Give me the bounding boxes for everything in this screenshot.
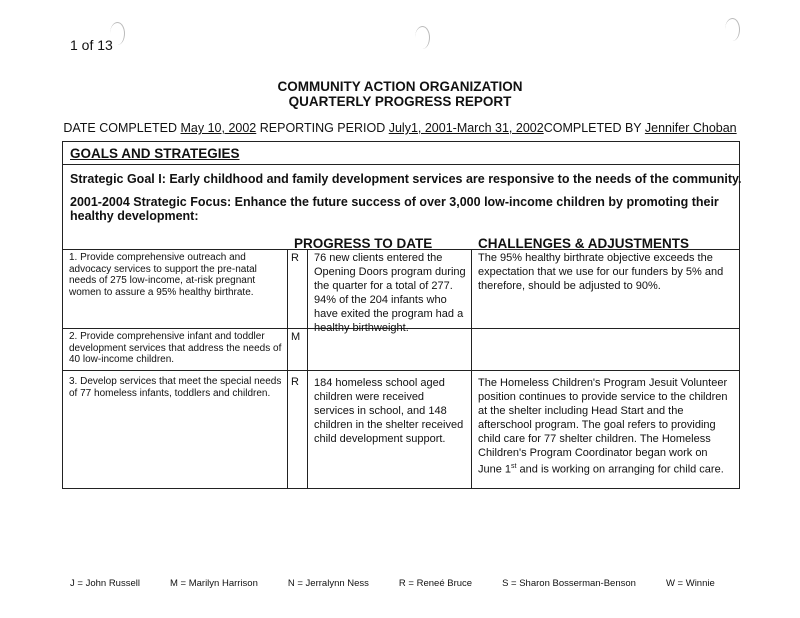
date-value: May 10, 2002: [180, 121, 257, 135]
progress-cell: 184 homeless school aged children were received services in school, and 148 children in the shelter received child development support.: [314, 377, 464, 445]
section-title: GOALS AND STRATEGIES: [70, 146, 240, 161]
section-divider: [62, 164, 740, 165]
challenges-text: and is working on arranging for child care.: [516, 463, 724, 476]
date-label: DATE COMPLETED: [63, 121, 178, 135]
org-title: COMMUNITY ACTION ORGANIZATION: [277, 79, 523, 94]
column-divider: [307, 249, 308, 489]
column-divider: [471, 249, 472, 489]
completed-by-value: Jennifer Choban: [644, 121, 737, 135]
legend-item: J = John Russell: [70, 578, 140, 589]
legend-item: S = Sharon Bosserman-Benson: [502, 578, 636, 589]
report-meta: [0, 121, 800, 135]
legend-item: R = Reneé Bruce: [398, 578, 473, 589]
goal-cell: 2. Provide comprehensive infant and toddler development services that address the needs of 40 low-income children.: [69, 331, 282, 365]
page-number: 1 of 13: [70, 37, 113, 53]
column-divider: [287, 249, 288, 489]
progress-cell: 76 new clients entered the Opening Doors program during the quarter for a total of 277. 94% of the 204 infants who have exited the program had a healthy birthweight.: [314, 252, 466, 334]
legend-item: W = Winnie: [665, 578, 715, 589]
progress-column-header: PROGRESS TO DATE: [294, 236, 433, 251]
challenges-cell: The 95% healthy birthrate objective exceeds the expectation that we use for our funders by 5% and therefore, should be adjusted to 90%.: [478, 252, 724, 292]
scan-mark: [725, 18, 740, 41]
strategic-focus: 2001-2004 Strategic Focus: Enhance the future success of over 3,000 low-income children by promoting their healthy development:: [70, 195, 719, 223]
challenges-column-header: CHALLENGES & ADJUSTMENTS: [478, 236, 690, 251]
legend-item: M = Marilyn Harrison: [169, 578, 258, 589]
period-label: REPORTING PERIOD: [259, 121, 386, 135]
staff-legend: [70, 578, 715, 589]
period-value: July1, 2001-March 31, 2002: [388, 121, 544, 135]
legend-item: N = Jerralynn Ness: [287, 578, 369, 589]
goal-cell: 3. Develop services that meet the special needs of 77 homeless infants, toddlers and children.: [69, 376, 282, 399]
row-divider: [62, 249, 740, 250]
completed-by-label: COMPLETED BY: [543, 121, 642, 135]
scan-mark: [415, 26, 430, 49]
row-divider: [62, 370, 740, 371]
ordinal-suffix: st: [511, 463, 517, 470]
goal-cell: 1. Provide comprehensive outreach and advocacy services to support the pre-natal needs of 275 low-income, at-risk pregnant women to assure a 95% healthy birthrate.: [69, 252, 257, 298]
staff-code: M: [291, 331, 301, 343]
staff-code: R: [291, 376, 299, 388]
staff-code: R: [291, 252, 299, 264]
strategic-goal: Strategic Goal I: Early childhood and family development services are responsive to the needs of the community.: [70, 172, 742, 186]
challenges-cell: [478, 376, 734, 477]
report-title: QUARTERLY PROGRESS REPORT: [288, 94, 512, 109]
challenges-text: The Homeless Children's Program Jesuit Volunteer position continues to provide service to the children at the shelter including Head Start and the afterschool program. The goal refers to providing child care for 77 shelter children. The Homeless Children's Program Coordinator began work on June 1: [478, 377, 728, 476]
